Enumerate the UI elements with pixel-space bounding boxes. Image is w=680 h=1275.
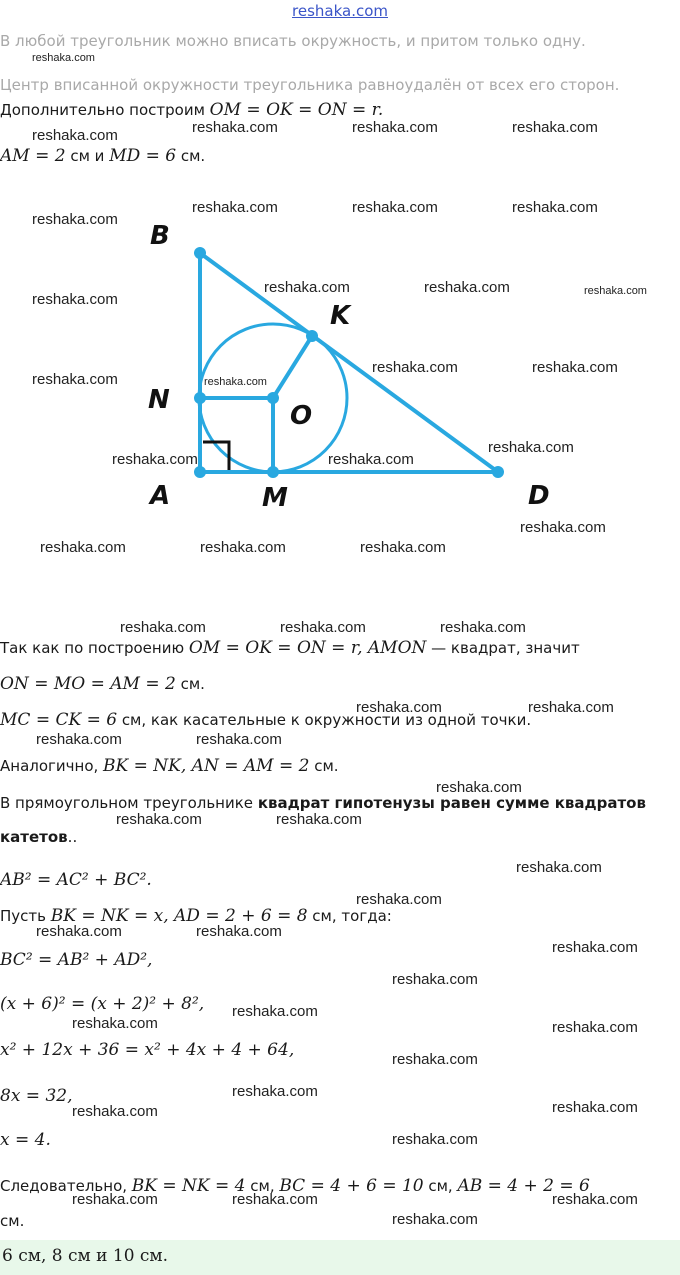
equation-3: x² + 12x + 36 = x² + 4x + 4 + 64,: [0, 1040, 295, 1060]
watermark: reshaka.com: [512, 119, 598, 136]
watermark: reshaka.com: [436, 779, 522, 796]
watermark: reshaka.com: [196, 731, 282, 748]
watermark: reshaka.com: [352, 199, 438, 216]
theory-line-1: В любой треугольник можно вписать окружность, и притом только одну.: [0, 32, 586, 50]
label-N: N: [148, 385, 170, 415]
solution-line-2: [0, 674, 205, 694]
watermark: reshaka.com: [196, 923, 282, 940]
watermark: reshaka.com: [280, 619, 366, 636]
watermark: reshaka.com: [392, 1051, 478, 1068]
watermark: reshaka.com: [264, 279, 350, 296]
text: ..: [67, 828, 78, 846]
text: см.: [309, 757, 339, 775]
watermark: reshaka.com: [528, 699, 614, 716]
watermark: reshaka.com: [32, 52, 95, 64]
text: — квадрат, значит: [426, 639, 580, 657]
watermark: reshaka.com: [532, 359, 618, 376]
watermark: reshaka.com: [552, 1099, 638, 1116]
watermark: reshaka.com: [392, 1211, 478, 1228]
math: BK = NK, AN = AM = 2: [103, 756, 310, 776]
text: Следовательно,: [0, 1177, 132, 1195]
math: AM = 2: [0, 146, 66, 166]
watermark: reshaka.com: [40, 539, 126, 556]
answer-text: 6 см, 8 см и 10 см.: [2, 1246, 169, 1266]
bold-text: квадрат гипотенузы равен сумме квадратов: [257, 794, 646, 812]
math: AB = 4 + 2 = 6: [457, 1176, 590, 1196]
label-A: A: [150, 481, 171, 511]
theorem-line-2: [0, 828, 77, 846]
math: OM = OK = ON = r.: [209, 100, 384, 120]
watermark: reshaka.com: [356, 891, 442, 908]
point-D: [492, 466, 504, 478]
watermark: reshaka.com: [32, 127, 118, 144]
text: см, как касательные к окружности из одной точки.: [117, 711, 532, 729]
equation-4: 8x = 32,: [0, 1086, 73, 1106]
watermark: reshaka.com: [72, 1015, 158, 1032]
conclusion-line-2: см.: [0, 1212, 25, 1230]
watermark: reshaka.com: [552, 1191, 638, 1208]
watermark: reshaka.com: [372, 359, 458, 376]
watermark: reshaka.com: [120, 619, 206, 636]
text: Аналогично,: [0, 757, 104, 775]
watermark: reshaka.com: [32, 291, 118, 308]
text: Пусть: [0, 907, 51, 925]
watermark: reshaka.com: [516, 859, 602, 876]
theorem-line-1: [0, 794, 646, 812]
watermark: reshaka.com: [204, 376, 267, 388]
watermark: reshaka.com: [424, 279, 510, 296]
watermark: reshaka.com: [200, 539, 286, 556]
point-N: [194, 392, 206, 404]
point-M: [267, 466, 279, 478]
site-link[interactable]: reshaka.com: [292, 2, 388, 20]
watermark: reshaka.com: [328, 451, 414, 468]
equation-1: BC² = AB² + AD²,: [0, 950, 153, 970]
watermark: reshaka.com: [72, 1191, 158, 1208]
watermark: reshaka.com: [488, 439, 574, 456]
point-B: [194, 247, 206, 259]
watermark: reshaka.com: [512, 199, 598, 216]
watermark: reshaka.com: [520, 519, 606, 536]
text: см и: [65, 147, 110, 165]
watermark: reshaka.com: [356, 699, 442, 716]
text: Так как по построению: [0, 639, 189, 657]
math: BK = NK = x, AD = 2 + 6 = 8: [50, 906, 308, 926]
point-K: [306, 330, 318, 342]
watermark: reshaka.com: [552, 1019, 638, 1036]
math: OM = OK = ON = r, AMON: [188, 638, 427, 658]
watermark: reshaka.com: [392, 1131, 478, 1148]
theory-line-2: Центр вписанной окружности треугольника равноудалён от всех его сторон.: [0, 76, 620, 94]
watermark: reshaka.com: [116, 811, 202, 828]
watermark: reshaka.com: [32, 211, 118, 228]
label-D: D: [528, 481, 550, 511]
bold-text: катетов: [0, 828, 68, 846]
text: см,: [245, 1177, 280, 1195]
watermark: reshaka.com: [552, 939, 638, 956]
text: см.: [175, 675, 205, 693]
math: BK = NK = 4: [131, 1176, 246, 1196]
watermark: reshaka.com: [36, 731, 122, 748]
label-B: B: [150, 221, 170, 251]
label-O: O: [290, 401, 313, 431]
text: В прямоугольном треугольнике: [0, 794, 258, 812]
math: MD = 6: [109, 146, 177, 166]
radius-OK: [273, 336, 312, 398]
solution-line-1: [0, 638, 580, 658]
watermark: reshaka.com: [584, 285, 647, 297]
math: ON = MO = AM = 2: [0, 674, 176, 694]
pythagoras-formula: AB² = AC² + BC².: [0, 870, 152, 890]
watermark: reshaka.com: [232, 1003, 318, 1020]
text: см.: [176, 147, 206, 165]
point-O: [267, 392, 279, 404]
label-M: M: [262, 483, 288, 513]
text: Дополнительно построим: [0, 101, 210, 119]
watermark: reshaka.com: [32, 371, 118, 388]
label-K: K: [330, 301, 351, 331]
watermark: reshaka.com: [392, 971, 478, 988]
watermark: reshaka.com: [232, 1191, 318, 1208]
equation-2: (x + 6)² = (x + 2)² + 8²,: [0, 994, 205, 1014]
watermark: reshaka.com: [192, 199, 278, 216]
text: см, тогда:: [307, 907, 392, 925]
watermark: reshaka.com: [112, 451, 198, 468]
solution-line-4: [0, 756, 339, 776]
watermark: reshaka.com: [36, 923, 122, 940]
watermark: reshaka.com: [360, 539, 446, 556]
watermark: reshaka.com: [72, 1103, 158, 1120]
watermark: reshaka.com: [276, 811, 362, 828]
watermark: reshaka.com: [192, 119, 278, 136]
watermark: reshaka.com: [440, 619, 526, 636]
watermark: reshaka.com: [352, 119, 438, 136]
equation-5: x = 4.: [0, 1130, 51, 1150]
watermark: reshaka.com: [232, 1083, 318, 1100]
math: MC = CK = 6: [0, 710, 118, 730]
answer-box: [0, 1240, 680, 1275]
solution-line-3: [0, 710, 531, 730]
text: см,: [423, 1177, 458, 1195]
math: BC = 4 + 6 = 10: [279, 1176, 424, 1196]
